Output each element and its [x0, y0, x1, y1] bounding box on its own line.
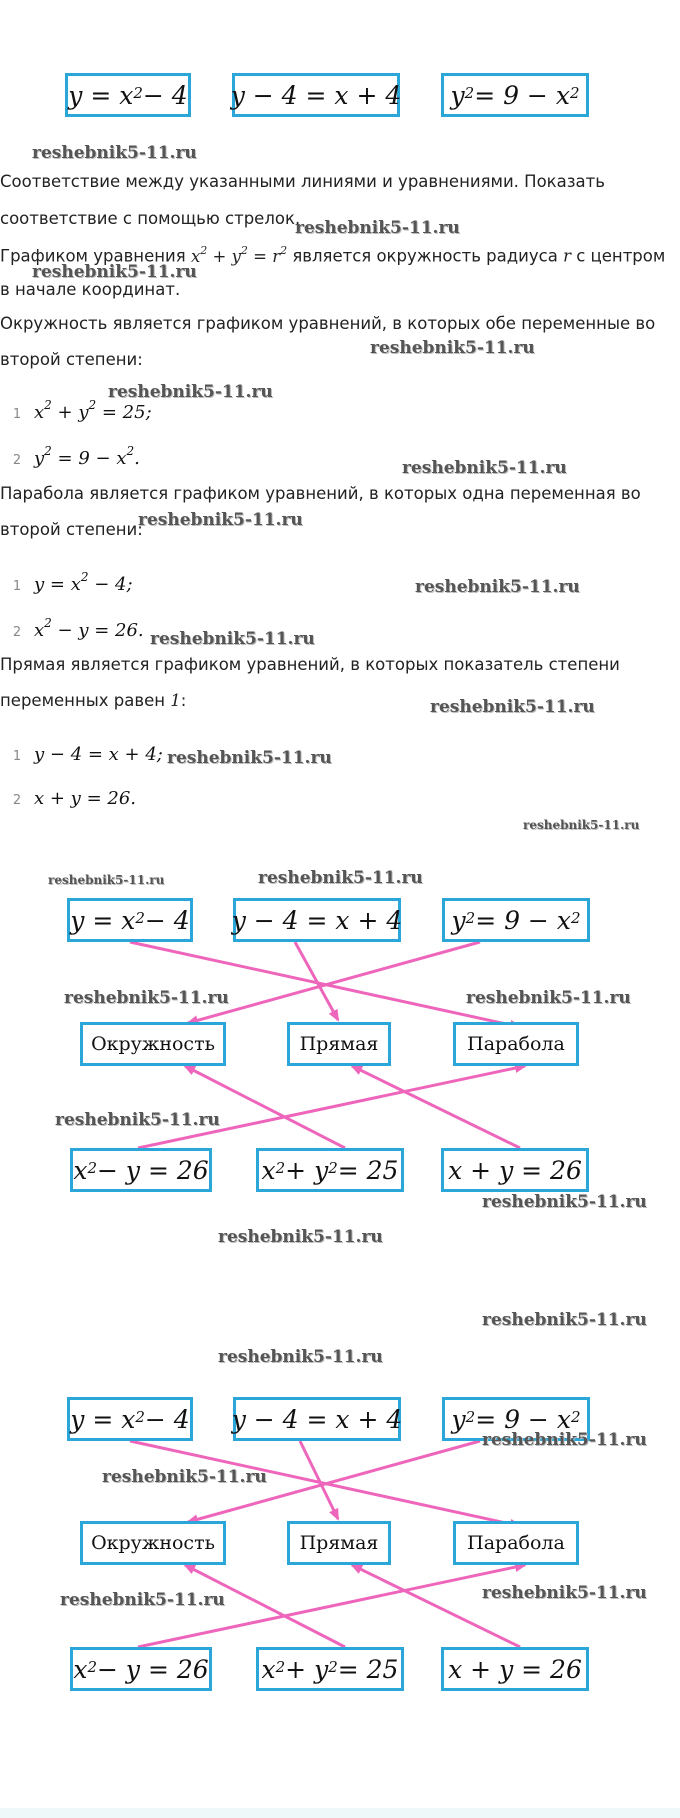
paragraph-parabola-rule-2: второй степени: [0, 520, 143, 539]
watermark: reshebnik5-11.ru [415, 577, 580, 597]
list-item-circle-1: 1 $x^2 + y^2 = 25$; [12, 398, 152, 423]
equation-box-parabola: y = x $^2$ − 4 [65, 73, 191, 117]
watermark: reshebnik5-11.ru [466, 988, 631, 1008]
diagram2-bottom-line: x + y = 26 [441, 1647, 589, 1691]
diagram1-top-line: y − 4 = x + 4 [233, 898, 401, 942]
watermark: reshebnik5-11.ru [482, 1310, 647, 1330]
list-item-line-2: 2 x + y = 26. [12, 788, 136, 809]
list-item-line-1: 1 y − 4 = x + 4; [12, 744, 163, 765]
watermark: reshebnik5-11.ru [482, 1192, 647, 1212]
watermark: reshebnik5-11.ru [48, 873, 165, 887]
diagram1-label-parabola: Парабола [453, 1022, 579, 1066]
diagram2-top-parabola: y = x $^2$ − 4 [67, 1397, 193, 1441]
watermark: reshebnik5-11.ru [523, 818, 640, 832]
diagram2-top-circle: y $^2$ = 9 − x $^2$ [442, 1397, 590, 1441]
paragraph-circle-definition: Графиком уравнения $x^2 + y^2 = r^2$ является окружность радиуса r с центром [0, 244, 666, 266]
diagram1-top-parabola: y = x $^2$ − 4 [67, 898, 193, 942]
watermark: reshebnik5-11.ru [482, 1430, 647, 1450]
equation-box-circle: y $^2$ = 9 − x $^2$ [441, 73, 589, 117]
watermark: reshebnik5-11.ru [102, 1467, 267, 1487]
paragraph-circle-definition-2: в начале координат. [0, 280, 181, 299]
list-item-parabola-1: 1 $y = x^2 - 4$; [12, 570, 133, 595]
paragraph-intro-2: соответствие с помощью стрелок. [0, 209, 301, 228]
watermark: reshebnik5-11.ru [482, 1583, 647, 1603]
watermark: reshebnik5-11.ru [218, 1347, 383, 1367]
watermark: reshebnik5-11.ru [150, 629, 315, 649]
watermark: reshebnik5-11.ru [108, 382, 273, 402]
arrow2-line-bottom-to-line [352, 1565, 520, 1647]
page-footer-strip [0, 1808, 680, 1818]
watermark: reshebnik5-11.ru [370, 338, 535, 358]
watermark: reshebnik5-11.ru [295, 218, 460, 238]
watermark: reshebnik5-11.ru [167, 748, 332, 768]
list-item-circle-2: 2 $y^2 = 9 - x^2$. [12, 444, 140, 469]
diagram1-bottom-line: x + y = 26 [441, 1148, 589, 1192]
paragraph-circle-rule-2: второй степени: [0, 350, 143, 369]
watermark: reshebnik5-11.ru [32, 262, 197, 282]
list-item-parabola-2: 2 $x^2 - y = 26$. [12, 616, 144, 641]
diagram2-bottom-circle: x $^2$ + y $^2$ = 25 [256, 1647, 404, 1691]
diagram2-label-line: Прямая [287, 1521, 391, 1565]
watermark: reshebnik5-11.ru [258, 868, 423, 888]
arrow-line-bottom-to-line [352, 1066, 520, 1148]
diagram1-top-circle: y $^2$ = 9 − x $^2$ [442, 898, 590, 942]
watermark: reshebnik5-11.ru [32, 143, 197, 163]
arrow-parabola-bottom-to-parabola [138, 1066, 525, 1148]
equation-box-line: y − 4 = x + 4 [232, 73, 400, 117]
watermark: reshebnik5-11.ru [138, 510, 303, 530]
watermark: reshebnik5-11.ru [430, 697, 595, 717]
watermark: reshebnik5-11.ru [60, 1590, 225, 1610]
arrow-circle-bottom-to-circle [185, 1066, 345, 1148]
diagram2-label-circle: Окружность [80, 1521, 226, 1565]
watermark: reshebnik5-11.ru [218, 1227, 383, 1247]
diagram1-bottom-parabola: x $^2$ − y = 26 [70, 1148, 212, 1192]
paragraph-line-rule-1: Прямая является графиком уравнений, в которых показатель степени [0, 655, 620, 674]
diagram1-label-line: Прямая [287, 1022, 391, 1066]
diagram2-label-parabola: Парабола [453, 1521, 579, 1565]
paragraph-line-rule-2: переменных равен 1: [0, 691, 187, 710]
watermark: reshebnik5-11.ru [55, 1110, 220, 1130]
diagram2-bottom-parabola: x $^2$ − y = 26 [70, 1647, 212, 1691]
diagram2-top-line: y − 4 = x + 4 [233, 1397, 401, 1441]
arrow-line-top-to-line [295, 942, 338, 1020]
watermark: reshebnik5-11.ru [64, 988, 229, 1008]
diagram1-bottom-circle: x $^2$ + y $^2$ = 25 [256, 1148, 404, 1192]
paragraph-intro-1: Соответствие между указанными линиями и уравнениями. Показать [0, 172, 605, 191]
paragraph-parabola-rule-1: Парабола является графиком уравнений, в которых одна переменная во [0, 484, 641, 503]
paragraph-circle-rule-1: Окружность является графиком уравнений, в которых обе переменные во [0, 314, 656, 333]
watermark: reshebnik5-11.ru [402, 458, 567, 478]
diagram1-label-circle: Окружность [80, 1022, 226, 1066]
